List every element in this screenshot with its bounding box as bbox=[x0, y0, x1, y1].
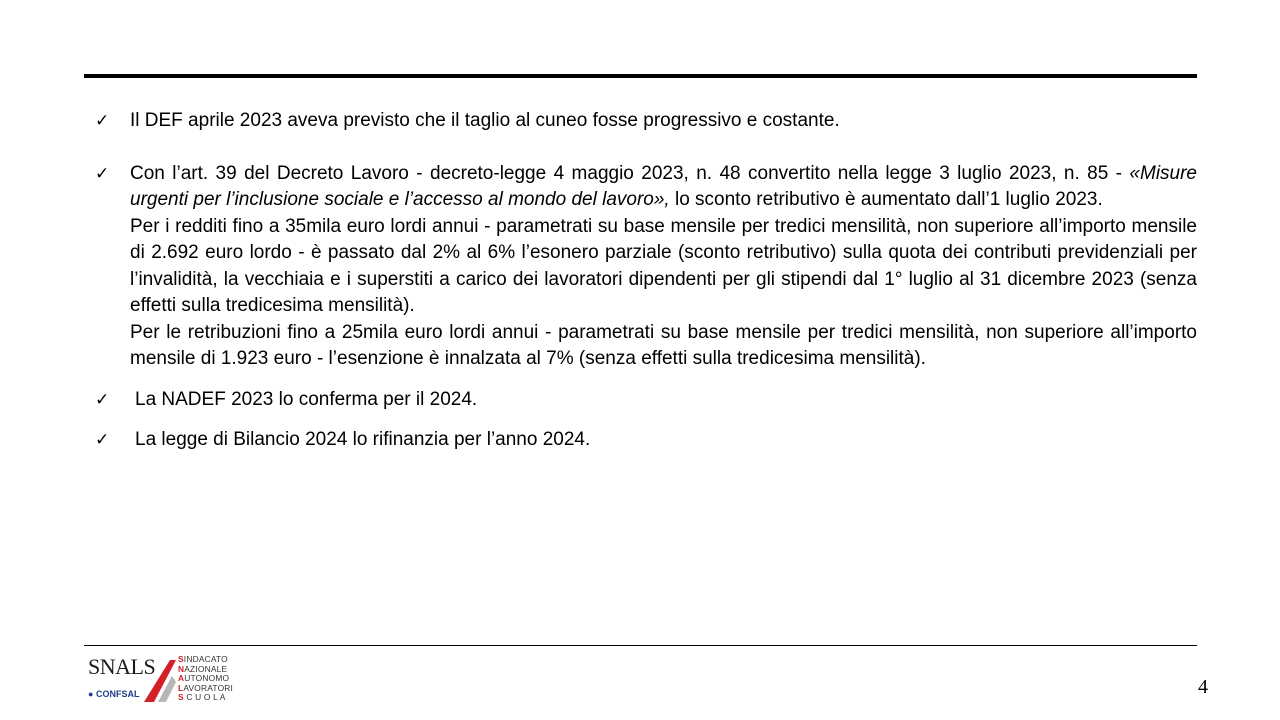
bullet-text-lead: Con l’art. 39 del Decreto Lavoro - decreto-legge 4 maggio 2023, n. 48 convertito nella legge 3 luglio 2023, n. 85 - bbox=[130, 162, 1123, 184]
logo-expansion bbox=[178, 655, 233, 703]
logo-line: S C U O L A bbox=[178, 692, 226, 703]
snals-logo bbox=[84, 652, 234, 704]
top-divider bbox=[84, 74, 1197, 78]
logo-line: LAVORATORI bbox=[178, 682, 234, 693]
bullet-item bbox=[95, 387, 1197, 414]
bullet-paragraph: Per le retribuzioni fino a 25mila euro lordi annui - parametrati su base mensile per tredici mensilità, non superiore all’importo mensile di 1.923 euro - l’esenzione è innalzata al 7% (senza effetti sulla tredicesima mensilità). bbox=[130, 321, 1197, 369]
checkmark-icon: ✓ bbox=[95, 389, 110, 410]
confsal-label bbox=[88, 689, 139, 699]
bullet-text bbox=[130, 161, 1197, 214]
confsal-icon: ● bbox=[88, 689, 94, 699]
bullet-text-tail: lo sconto retributivo è aumentato dall’1 luglio 2023. bbox=[669, 189, 1103, 210]
logo-name: SNALS bbox=[88, 654, 156, 679]
bullet-paragraph: Per i redditi fino a 35mila euro lordi annui - parametrati su base mensile per tredici mensilità, non superiore all’importo mensile di 2.692 euro lordo - è passato dal 2% al 6% l’esonero parziale (sconto retributivo) sulla quota dei contributi previdenziali per l’invalidità, la vecchiaia e i superstiti a carico dei lavoratori dipendenti per gli stipendi dal 1° luglio al 31 dicembre 2023 (senza effetti sulla tredicesima mensilità). bbox=[130, 215, 1197, 316]
logo-line: AUTONOMO bbox=[178, 673, 230, 684]
slide-body bbox=[95, 108, 1197, 454]
checkmark-icon: ✓ bbox=[95, 111, 110, 131]
bullet-text: La legge di Bilancio 2024 lo rifinanzia per l’anno 2024. bbox=[135, 429, 591, 450]
logo-line: NAZIONALE bbox=[178, 663, 228, 674]
bullet-item bbox=[95, 108, 1197, 135]
footer-divider bbox=[84, 645, 1197, 646]
decree-title: «Misure urgenti per l’inclusione sociale e l’accesso al mondo del lavoro», bbox=[130, 162, 1197, 210]
confsal-text: CONFSAL bbox=[95, 689, 140, 699]
bullet-text: Il DEF aprile 2023 aveva previsto che il taglio al cuneo fosse progressivo e costante. bbox=[130, 110, 840, 131]
checkmark-icon: ✓ bbox=[95, 163, 110, 184]
bullet-item bbox=[95, 161, 1197, 373]
page-number: 4 bbox=[1198, 676, 1208, 698]
logo-line: SINDACATO bbox=[178, 654, 228, 664]
bullet-text: La NADEF 2023 lo conferma per il 2024. bbox=[135, 388, 478, 410]
bullet-item bbox=[95, 427, 1197, 454]
logo-mark-icon bbox=[140, 658, 180, 704]
checkmark-icon: ✓ bbox=[95, 430, 110, 450]
